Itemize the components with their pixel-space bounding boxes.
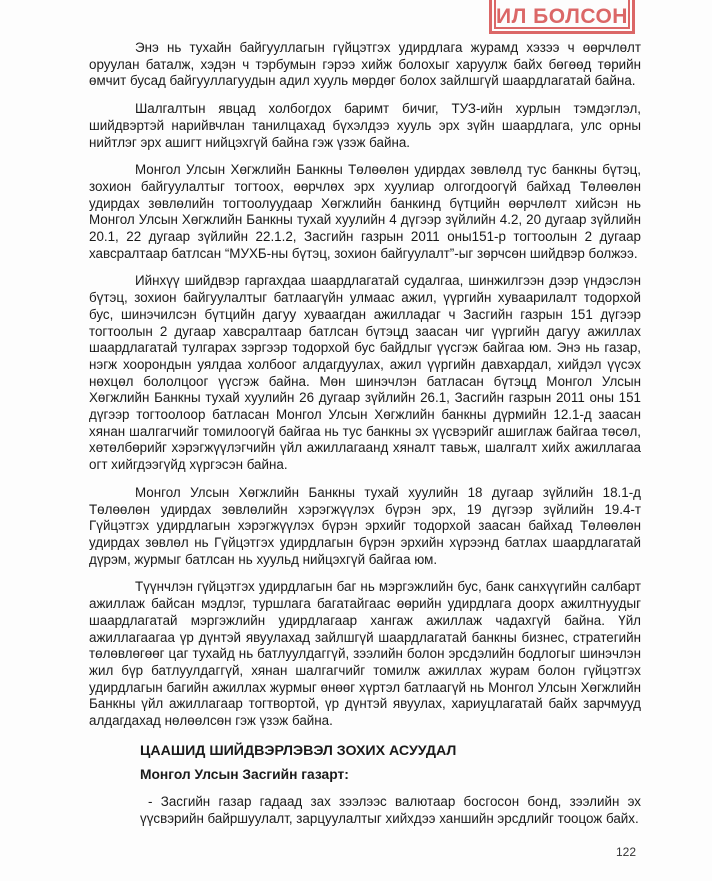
page-number: 122 (615, 845, 636, 859)
stamp-text: ИЛ БОЛСОН (496, 4, 628, 28)
paragraph: Монгол Улсын Хөгжлийн Банкны Төлөөлөн удирдах зөвлөлд тус банкны бүтэц, зохион байгуулалтыг тогтоох, өөрчлөх эрх хуулиар олгогдоогүй байхад Төлөөлөн удирдах зөвлөлийн тогтоолуудаар Хөгжлийн банкинд бүтцийн өөрчлөлт хийсэн нь Монгол Улсын Хөгжлийн Банкны тухай хуулийн 4 дүгээр зүйлийн 4.2, 20 дугаар зүйлийн 20.1, 22 дугаар зүйлийн 22.1.2, Засгийн газрын 2011 оны151-р тогтоолын 2 дугаар хавсралтаар батлсан “МУХБ-ны бүтэц, зохион байгуулалт”-ыг зөрчсөн шийдвэр болжээ. (89, 162, 641, 261)
paragraph: Шалгалтын явцад холбогдох баримт бичиг, ТУЗ-ийн хурлын тэмдэглэл, шийдвэртэй нарийвчлан танилцахад бүхэлдээ хууль эрх зүйн шаардлага, улс орны нийтлэг эрх ашигт нийцэхгүй байна гэж үзэж байна. (89, 101, 641, 150)
paragraph: Монгол Улсын Хөгжлийн Банкны тухай хуулийн 18 дугаар зүйлийн 18.1-д Төлөөлөн удирдах зөвлөлийн хэрэгжүүлэх бүрэн эрх, 19 дүгээр зүйлийн 19.4-т Гүйцэтгэх удирдлагын хэрэгжүүлэх бүрэн эрхийг тодорхой заасан байхад Төлөөлөн удирдах зөвлөл нь Гүйцэтгэх удирдлагын бүрэн эрхийн хүрээнд батлах шаардлагатай дүрэм, журмыг батлсан нь хуульд нийцэхгүй байгаа юм. (89, 484, 641, 567)
classification-stamp (489, 0, 635, 34)
subsection-heading: Монгол Улсын Засгийн газарт: (140, 766, 349, 782)
paragraph: Энэ нь тухайн байгууллагын гүйцэтгэх удирдлага журамд хэзээ ч өөрчлөлт оруулан баталж, хэдэн ч тэрбумын гэрээ хийж болохыг харуулж байх бөгөөд төрийн өмчит бусад байгууллагуудын адил хууль мөрдөг болох зайлшгүй шаардлагатай байна. (89, 40, 641, 89)
paragraph: Түүнчлэн гүйцэтгэх удирдлагын баг нь мэргэжлийн бус, банк санхүүгийн салбарт ажиллаж байсан мэдлэг, туршлага багатайгаас өөрийн удирдлага доорх ажилтнуудыг шаардлагатай мэргэжлийн удирдлагаар хангаж ажиллаж чадахгүй байна. Үйл ажиллагаагаа үр дүнтэй явуулахад зайлшгүй шаардлагатай банкны бизнес, стратегийн төлөвлөгөөг цаг тухайд нь батлуулдаггүй, зээлийн болон эрсдэлийн бодлогыг шинэчлэн жил бүр батлуулдаггүй, хянан шалгагчийг томилж ажиллах журам болон гүйцэтгэх удирдлагын багийн ажиллах журмыг өнөөг хүртэл батлаагүй нь Монгол Улсын Хөгжлийн Банкны үйл ажиллагаар тогтвортой, үр дүнтэй явуулах, хариуцлагатай байх зарчмууд алдагдахад нөлөөлсөн гэж үзэж байна. (89, 579, 641, 729)
section-heading: ЦААШИД ШИЙДВЭРЛЭВЭЛ ЗОХИХ АСУУДАЛ (140, 742, 457, 759)
paragraph: Ийнхүү шийдвэр гаргахдаа шаардлагатай судалгаа, шинжилгээн дээр үндэслэн бүтэц, зохион байгуулалтыг батлаагүйн улмаас ажил, үүргийн хуваарилалт тодорхой бус, шинэчилсэн бүтцийн дагуу хуваагдан ажилладаг ч Засгийн газрын 151 дүгээр тогтоолын 2 дугаар хавсралтаар батлсан бүтэцд заасан чиг үүргийн дагуу ажиллах шаардлагатай тулгарах зэргээр тодорхой бус байдлыг үүсгэж байгаа юм. Энэ нь газар, нэгж хоорондын уялдаа холбоог алдагдуулах, ажил үүргийн давхардал, хийдэл үүсэх нөхцөл бололцоог үүсгэж байна. Мөн шинэчлэн батласан бүтэцд Монгол Улсын Хөгжлийн Банкны тухай хуулийн 26 дугаар зүйлийн 26.1, Засгийн газрын 2011 оны 151 дүгээр тогтоолоор батласан Монгол Улсын Хөгжлийн банкны дүрмийн 12.1-д заасан хянан шалгагчийг томилоогүй байгаа нь тус банкны эх үүсвэрийг ашиглаж байгаа төсөл, хөтөлбөрийг хэрэгжүүлэгчийн үйл ажиллагаанд хяналт тавьж, шалгалт хийх ажиллагаа огт хийгдээгүйд хүргэсэн байна. (89, 273, 641, 473)
document-body (89, 40, 641, 827)
bullet-item: - Засгийн газар гадаад зах зээлээс валютаар босгосон бонд, зээлийн эх үүсвэрийн байршуулалт, зарцуулалтыг хийхдээ ханшийн эрсдлийг тооцож байх. (140, 793, 641, 826)
